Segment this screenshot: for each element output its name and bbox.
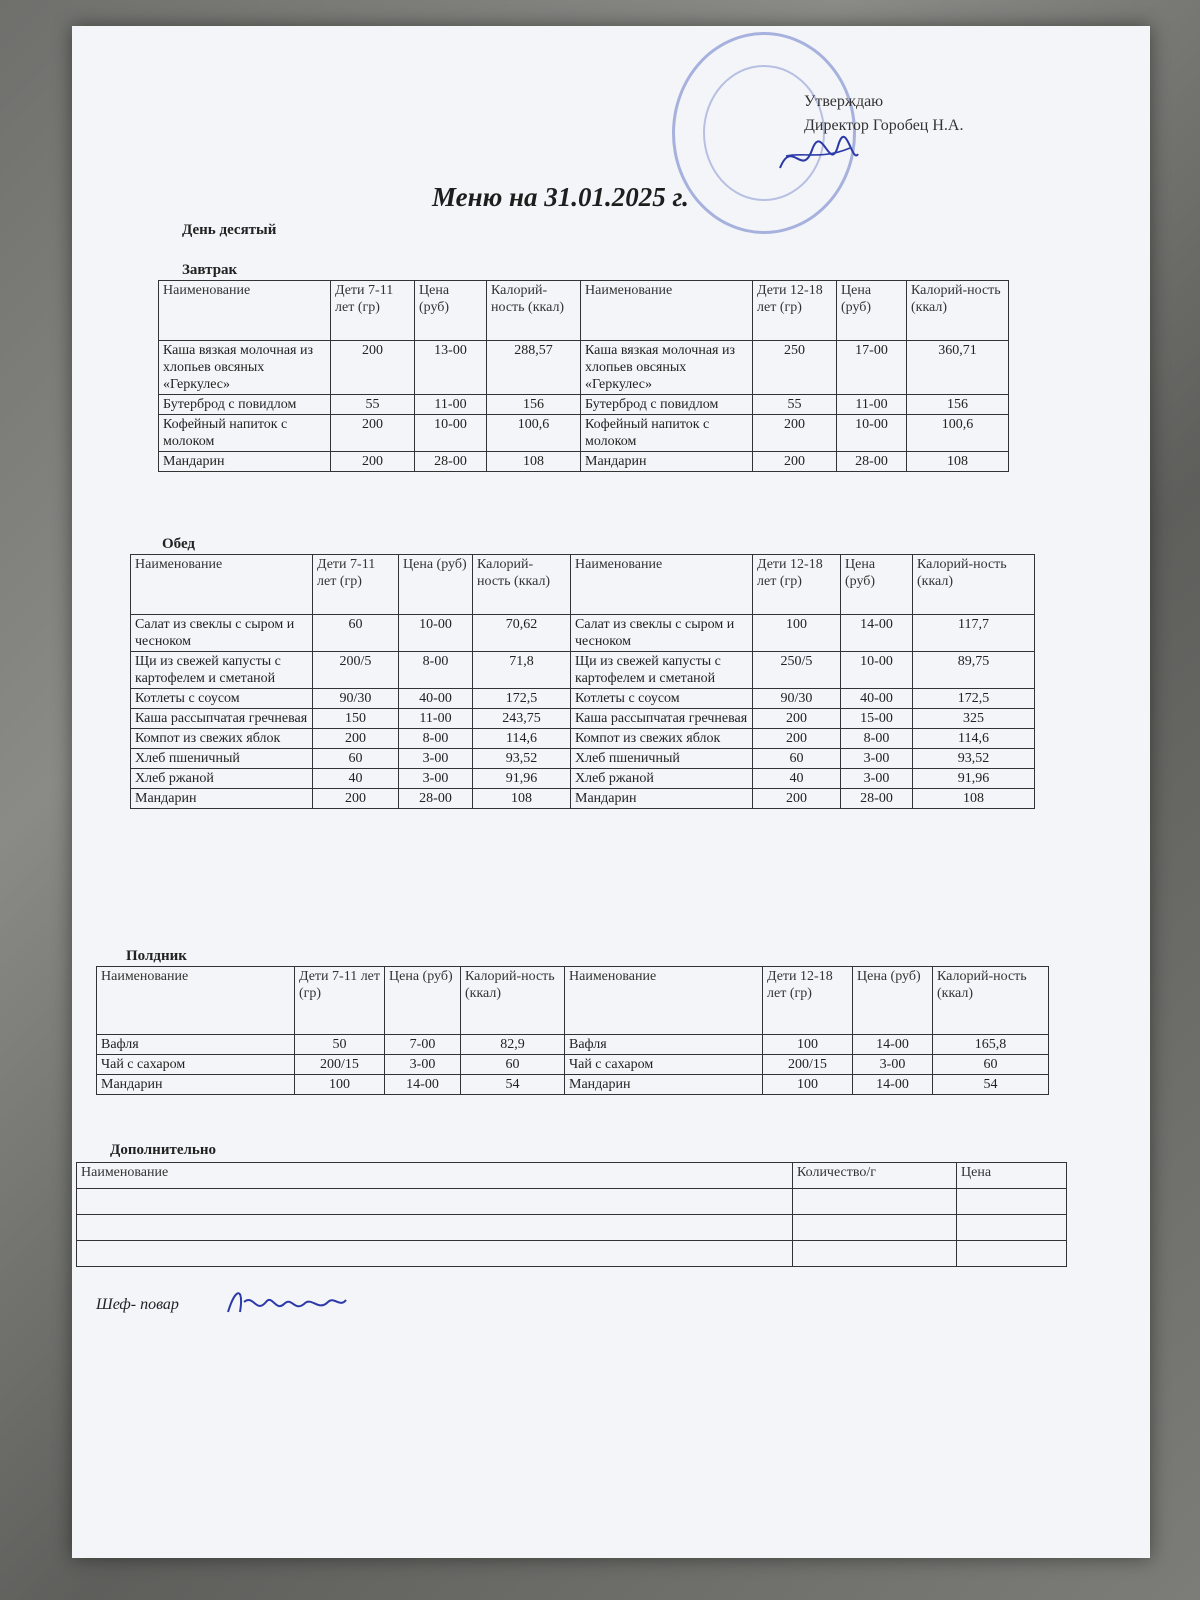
col-name: Наименование — [581, 281, 753, 341]
price-12-18: 14-00 — [853, 1075, 933, 1095]
table-row — [131, 615, 1035, 652]
lunch-table — [130, 554, 1035, 809]
portion-7-11: 200 — [331, 452, 415, 472]
calories-12-18: 93,52 — [913, 749, 1035, 769]
portion-12-18: 55 — [753, 395, 837, 415]
col-name: Наименование — [77, 1163, 793, 1189]
portion-12-18: 60 — [753, 749, 841, 769]
portion-12-18: 90/30 — [753, 689, 841, 709]
lunch-header — [131, 555, 1035, 615]
extra-rows — [77, 1189, 1067, 1267]
portion-7-11: 200/15 — [295, 1055, 385, 1075]
dish-name-12-18: Мандарин — [571, 789, 753, 809]
calories-12-18: 54 — [933, 1075, 1049, 1095]
calories-7-11: 108 — [487, 452, 581, 472]
lunch-rows — [131, 615, 1035, 809]
dish-name-7-11: Чай с сахаром — [97, 1055, 295, 1075]
col-kids-12-18: Дети 12-18 лет (гр) — [753, 555, 841, 615]
calories-12-18: 165,8 — [933, 1035, 1049, 1055]
calories-12-18: 114,6 — [913, 729, 1035, 749]
col-calories: Калорий-ность (ккал) — [913, 555, 1035, 615]
price-7-11: 40-00 — [399, 689, 473, 709]
table-row — [77, 1241, 1067, 1267]
empty-name-cell — [77, 1241, 793, 1267]
price-7-11: 10-00 — [399, 615, 473, 652]
table-row — [131, 709, 1035, 729]
calories-12-18: 100,6 — [907, 415, 1009, 452]
breakfast-rows — [159, 341, 1009, 472]
price-7-11: 8-00 — [399, 652, 473, 689]
portion-12-18: 200 — [753, 415, 837, 452]
day-label: День десятый — [182, 222, 277, 238]
snack-label: Полдник — [126, 948, 187, 964]
portion-7-11: 200 — [331, 415, 415, 452]
col-kids-12-18: Дети 12-18 лет (гр) — [753, 281, 837, 341]
portion-7-11: 150 — [313, 709, 399, 729]
portion-7-11: 55 — [331, 395, 415, 415]
calories-7-11: 91,96 — [473, 769, 571, 789]
table-row — [97, 1035, 1049, 1055]
col-name: Наименование — [159, 281, 331, 341]
dish-name-7-11: Каша рассыпчатая гречневая — [131, 709, 313, 729]
portion-12-18: 200 — [753, 452, 837, 472]
price-12-18: 8-00 — [841, 729, 913, 749]
portion-7-11: 200/5 — [313, 652, 399, 689]
portion-7-11: 200 — [313, 789, 399, 809]
dish-name-7-11: Мандарин — [159, 452, 331, 472]
col-price: Цена (руб) — [415, 281, 487, 341]
table-row — [131, 769, 1035, 789]
empty-name-cell — [77, 1215, 793, 1241]
snack-table — [96, 966, 1049, 1095]
portion-12-18: 100 — [753, 615, 841, 652]
dish-name-7-11: Мандарин — [131, 789, 313, 809]
dish-name-12-18: Кофейный напиток с молоком — [581, 415, 753, 452]
empty-name-cell — [77, 1189, 793, 1215]
price-7-11: 10-00 — [415, 415, 487, 452]
calories-12-18: 108 — [913, 789, 1035, 809]
dish-name-12-18: Каша вязкая молочная из хлопьев овсяных «Геркулес» — [581, 341, 753, 395]
dish-name-7-11: Мандарин — [97, 1075, 295, 1095]
chef-label: Шеф- повар — [96, 1296, 179, 1313]
table-row — [77, 1215, 1067, 1241]
price-7-11: 11-00 — [399, 709, 473, 729]
price-7-11: 13-00 — [415, 341, 487, 395]
empty-price-cell — [957, 1189, 1067, 1215]
col-price: Цена — [957, 1163, 1067, 1189]
col-calories: Калорий-ность (ккал) — [473, 555, 571, 615]
portion-7-11: 200 — [313, 729, 399, 749]
approve-text: Утверждаю — [804, 93, 884, 110]
col-name: Наименование — [571, 555, 753, 615]
col-kids-7-11: Дети 7-11 лет (гр) — [313, 555, 399, 615]
calories-7-11: 60 — [461, 1055, 565, 1075]
price-12-18: 3-00 — [841, 769, 913, 789]
breakfast-header — [159, 281, 1009, 341]
breakfast-label: Завтрак — [182, 262, 238, 278]
dish-name-7-11: Бутерброд с повидлом — [159, 395, 331, 415]
price-12-18: 11-00 — [837, 395, 907, 415]
dish-name-12-18: Вафля — [565, 1035, 763, 1055]
dish-name-12-18: Компот из свежих яблок — [571, 729, 753, 749]
col-calories: Калорий-ность (ккал) — [487, 281, 581, 341]
dish-name-7-11: Хлеб ржаной — [131, 769, 313, 789]
table-row — [131, 749, 1035, 769]
page-title: Меню на 31.01.2025 г. — [432, 182, 689, 212]
col-calories: Калорий-ность (ккал) — [907, 281, 1009, 341]
table-row — [159, 415, 1009, 452]
portion-7-11: 100 — [295, 1075, 385, 1095]
director-text: Директор Горобец Н.А. — [804, 117, 964, 134]
portion-12-18: 200 — [753, 789, 841, 809]
col-calories: Калорий-ность (ккал) — [461, 967, 565, 1035]
dish-name-12-18: Щи из свежей капусты с картофелем и сметаной — [571, 652, 753, 689]
dish-name-12-18: Хлеб ржаной — [571, 769, 753, 789]
dish-name-7-11: Хлеб пшеничный — [131, 749, 313, 769]
dish-name-12-18: Мандарин — [581, 452, 753, 472]
table-row — [131, 652, 1035, 689]
col-kids-12-18: Дети 12-18 лет (гр) — [763, 967, 853, 1035]
dish-name-7-11: Котлеты с соусом — [131, 689, 313, 709]
portion-7-11: 40 — [313, 769, 399, 789]
price-12-18: 40-00 — [841, 689, 913, 709]
breakfast-table — [158, 280, 1009, 472]
table-row — [97, 1075, 1049, 1095]
portion-12-18: 250/5 — [753, 652, 841, 689]
calories-7-11: 114,6 — [473, 729, 571, 749]
price-12-18: 3-00 — [853, 1055, 933, 1075]
director-signature — [772, 134, 862, 184]
chef-signature-text: Лагута — [222, 1269, 269, 1286]
dish-name-7-11: Щи из свежей капусты с картофелем и сметаной — [131, 652, 313, 689]
empty-qty-cell — [793, 1215, 957, 1241]
dish-name-7-11: Компот из свежих яблок — [131, 729, 313, 749]
dish-name-7-11: Вафля — [97, 1035, 295, 1055]
calories-7-11: 70,62 — [473, 615, 571, 652]
table-row — [131, 789, 1035, 809]
price-12-18: 15-00 — [841, 709, 913, 729]
calories-12-18: 172,5 — [913, 689, 1035, 709]
portion-12-18: 200 — [753, 709, 841, 729]
price-7-11: 7-00 — [385, 1035, 461, 1055]
col-quantity: Количество/г — [793, 1163, 957, 1189]
portion-7-11: 50 — [295, 1035, 385, 1055]
portion-7-11: 200 — [331, 341, 415, 395]
col-name: Наименование — [97, 967, 295, 1035]
dish-name-12-18: Бутерброд с повидлом — [581, 395, 753, 415]
calories-7-11: 54 — [461, 1075, 565, 1095]
portion-12-18: 40 — [753, 769, 841, 789]
dish-name-7-11: Каша вязкая молочная из хлопьев овсяных «Геркулес» — [159, 341, 331, 395]
calories-7-11: 172,5 — [473, 689, 571, 709]
calories-7-11: 156 — [487, 395, 581, 415]
table-row — [131, 689, 1035, 709]
table-row — [97, 1055, 1049, 1075]
empty-price-cell — [957, 1241, 1067, 1267]
dish-name-12-18: Салат из свеклы с сыром и чесноком — [571, 615, 753, 652]
calories-12-18: 108 — [907, 452, 1009, 472]
approval-block — [804, 90, 963, 138]
price-7-11: 28-00 — [399, 789, 473, 809]
portion-12-18: 200 — [753, 729, 841, 749]
col-calories: Калорий-ность (ккал) — [933, 967, 1049, 1035]
price-7-11: 28-00 — [415, 452, 487, 472]
col-kids-7-11: Дети 7-11 лет (гр) — [295, 967, 385, 1035]
portion-7-11: 60 — [313, 749, 399, 769]
portion-7-11: 90/30 — [313, 689, 399, 709]
price-7-11: 14-00 — [385, 1075, 461, 1095]
dish-name-12-18: Каша рассыпчатая гречневая — [571, 709, 753, 729]
col-price: Цена (руб) — [853, 967, 933, 1035]
table-row — [159, 452, 1009, 472]
price-7-11: 3-00 — [399, 769, 473, 789]
dish-name-12-18: Мандарин — [565, 1075, 763, 1095]
snack-rows — [97, 1035, 1049, 1095]
col-name: Наименование — [565, 967, 763, 1035]
calories-7-11: 93,52 — [473, 749, 571, 769]
calories-12-18: 325 — [913, 709, 1035, 729]
price-12-18: 14-00 — [853, 1035, 933, 1055]
calories-7-11: 108 — [473, 789, 571, 809]
calories-7-11: 82,9 — [461, 1035, 565, 1055]
col-price: Цена (руб) — [841, 555, 913, 615]
calories-12-18: 89,75 — [913, 652, 1035, 689]
calories-12-18: 360,71 — [907, 341, 1009, 395]
table-row — [159, 395, 1009, 415]
col-price: Цена (руб) — [399, 555, 473, 615]
price-12-18: 28-00 — [837, 452, 907, 472]
extra-header — [77, 1163, 1067, 1189]
calories-12-18: 91,96 — [913, 769, 1035, 789]
calories-12-18: 156 — [907, 395, 1009, 415]
price-12-18: 28-00 — [841, 789, 913, 809]
lunch-label: Обед — [162, 536, 196, 552]
col-price: Цена (руб) — [837, 281, 907, 341]
empty-qty-cell — [793, 1241, 957, 1267]
price-12-18: 14-00 — [841, 615, 913, 652]
dish-name-12-18: Хлеб пшеничный — [571, 749, 753, 769]
portion-12-18: 250 — [753, 341, 837, 395]
table-row — [131, 729, 1035, 749]
extra-table — [76, 1162, 1067, 1267]
calories-7-11: 288,57 — [487, 341, 581, 395]
portion-7-11: 60 — [313, 615, 399, 652]
chef-signature — [222, 1269, 352, 1322]
empty-qty-cell — [793, 1189, 957, 1215]
dish-name-7-11: Кофейный напиток с молоком — [159, 415, 331, 452]
price-12-18: 3-00 — [841, 749, 913, 769]
calories-7-11: 71,8 — [473, 652, 571, 689]
empty-price-cell — [957, 1215, 1067, 1241]
calories-7-11: 100,6 — [487, 415, 581, 452]
dish-name-12-18: Чай с сахаром — [565, 1055, 763, 1075]
portion-12-18: 100 — [763, 1075, 853, 1095]
snack-header — [97, 967, 1049, 1035]
table-row — [77, 1189, 1067, 1215]
portion-12-18: 100 — [763, 1035, 853, 1055]
price-12-18: 10-00 — [841, 652, 913, 689]
extra-label: Дополнительно — [110, 1142, 216, 1158]
dish-name-12-18: Котлеты с соусом — [571, 689, 753, 709]
price-7-11: 3-00 — [399, 749, 473, 769]
price-7-11: 3-00 — [385, 1055, 461, 1075]
menu-document — [72, 26, 1150, 1558]
dish-name-7-11: Салат из свеклы с сыром и чесноком — [131, 615, 313, 652]
col-kids-7-11: Дети 7-11 лет (гр) — [331, 281, 415, 341]
table-row — [159, 341, 1009, 395]
calories-7-11: 243,75 — [473, 709, 571, 729]
price-7-11: 11-00 — [415, 395, 487, 415]
price-12-18: 10-00 — [837, 415, 907, 452]
calories-12-18: 60 — [933, 1055, 1049, 1075]
portion-12-18: 200/15 — [763, 1055, 853, 1075]
price-12-18: 17-00 — [837, 341, 907, 395]
calories-12-18: 117,7 — [913, 615, 1035, 652]
col-price: Цена (руб) — [385, 967, 461, 1035]
price-7-11: 8-00 — [399, 729, 473, 749]
col-name: Наименование — [131, 555, 313, 615]
